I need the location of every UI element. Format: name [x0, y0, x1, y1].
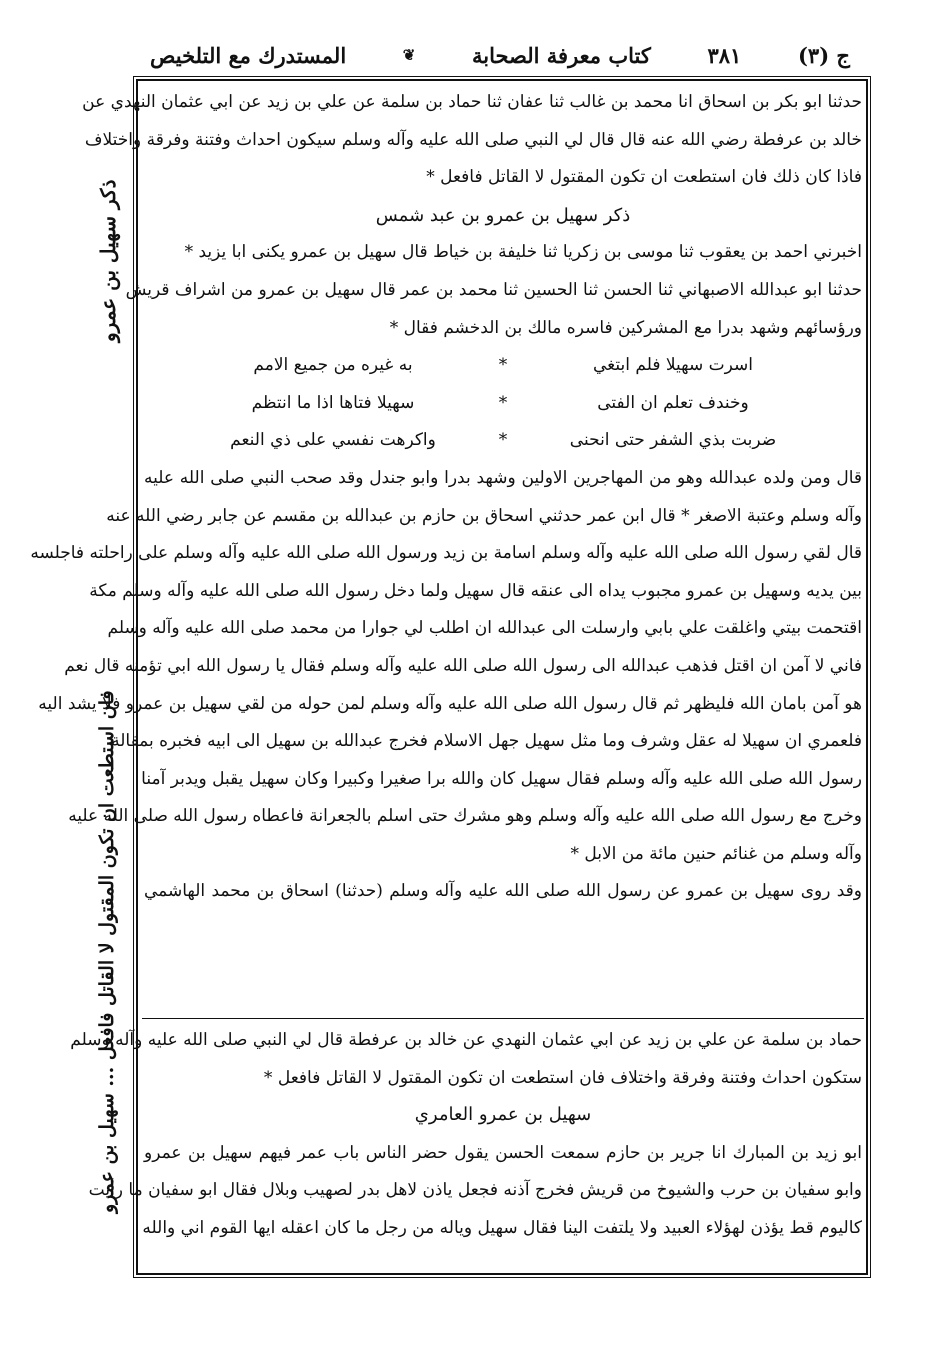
verse-separator: * — [498, 355, 508, 376]
ornament-icon: ❦ — [402, 46, 416, 64]
section-heading: ذكر سهيل بن عمرو بن عبد شمس — [375, 204, 631, 226]
footnote-divider — [142, 1018, 864, 1019]
margin-note-upper: ذكر سهيل بن عمرو — [96, 180, 120, 343]
verse-second-half: واكرهت نفسي على ذي النعم — [230, 430, 436, 451]
text-line: اخبرني احمد بن يعقوب ثنا موسى بن زكريا ثنا خليفة بن خياط قال سهيل بن عمرو يكنى ابا يزيد * — [184, 242, 862, 263]
verse-separator: * — [498, 430, 508, 451]
foot-line: ستكون احداث وفتنة وفرقة واختلاف فان استطعت ان تكون المقتول لا القاتل فافعل * — [263, 1067, 862, 1088]
header-book-title: المستدرك مع التلخيص — [150, 42, 347, 68]
poem-verse — [144, 422, 862, 460]
foot-heading: سهيل بن عمرو العامري — [414, 1104, 592, 1126]
foot-line: كاليوم قط يؤذن لهؤلاء العبيد ولا يلتفت الينا فقال سهيل وياله من رجل ما كان اعقله ايها القوم اني والله — [142, 1217, 862, 1238]
text-line: فلعمري ان سهيلا له عقل وشرف وما مثل سهيل جهل الاسلام فخرج عبدالله بن سهيل الى ابيه فخبره بمقالة — [111, 731, 862, 752]
text-line: حدثنا ابو عبدالله الاصبهاني ثنا الحسن ثنا الحسين ثنا محمد بن عمر قال سهيل بن عمرو من اشراف قريش — [125, 279, 862, 300]
verse-first-half: وخندف تعلم ان الفتى — [597, 392, 749, 413]
text-line: وقد روى سهيل بن عمرو عن رسول الله صلى الله عليه وآله وسلم (حدثنا) اسحاق بن محمد الهاشمي — [144, 881, 862, 902]
text-line: وآله وسلم من غنائم حنين مائة من الابل * — [570, 843, 862, 864]
poem-verse — [144, 385, 862, 423]
foot-line: ابو زيد بن المبارك انا جرير بن حازم سمعت الحسن يقول حضر الناس باب عمر فيهم سهيل بن عمرو — [144, 1142, 862, 1163]
page-header — [150, 38, 850, 72]
header-volume: ج (٣) — [797, 42, 850, 68]
text-line: قال لقي رسول الله صلى الله عليه وآله وسلم اسامة بن زيد ورسول الله صلى الله عليه وآله وسلم على راحلته فاجلسه — [30, 543, 862, 564]
main-text — [30, 84, 862, 911]
text-line: حدثنا ابو بكر بن اسحاق انا محمد بن غالب ثنا عفان ثنا حماد بن سلمة عن علي بن زيد عن ابي عثمان النهدي عن — [82, 92, 862, 112]
text-line: هو آمن بامان الله فليظهر ثم قال رسول الله صلى الله عليه وآله وسلم لمن حوله من لقي سهيل بن عمرو فلا يشد اليه — [38, 693, 862, 714]
text-line: وخرج مع رسول الله صلى الله عليه وآله وسلم وهو مشرك حتى اسلم بالجعرانة فاعطاه رسول الله صلى الله عليه — [68, 806, 862, 827]
header-chapter-title: كتاب معرفة الصحابة — [471, 42, 651, 68]
text-line: اقتحمت بيتي واغلقت علي بابي وارسلت الى عبدالله ان اطلب لي جوارا من محمد صلى الله عليه وآله وسلم — [107, 618, 862, 639]
text-line: خالد بن عرفطة رضي الله عنه قال قال لي النبي صلى الله عليه وآله وسلم سيكون احداث وفتنة وفرقة واختلاف — [84, 129, 862, 150]
foot-line: حماد بن سلمة عن علي بن زيد عن ابي عثمان النهدي عن خالد بن عرفطة قال لي النبي صلى الله عليه وآله وسلم — [70, 1030, 862, 1050]
text-line: رسول الله صلى الله عليه وآله وسلم فقال سهيل كان والله برا صغيرا وكبيرا وكان سهيل يقبل ويدبر آمنا — [141, 768, 862, 789]
text-line: ورؤسائهم وشهد بدرا مع المشركين فاسره مالك بن الدخشم فقال * — [389, 317, 862, 338]
verse-first-half: اسرت سهيلا فلم ابتغي — [593, 355, 753, 376]
text-line: قال ومن ولده عبدالله وهو من المهاجرين الاولين وشهد بدرا وابو جندل وقد صحب النبي صلى الله عليه — [144, 467, 862, 488]
foot-line: وابو سفيان بن حرب والشيوخ من قريش فخرج آذنه فجعل ياذن لاهل بدر لصهيب وبلال فقال ابو سفيان ما رأيت — [88, 1180, 862, 1201]
verse-separator: * — [498, 392, 508, 413]
verse-second-half: به غيره من جميع الامم — [253, 355, 413, 376]
text-line: بين يديه وسهيل بن عمرو مجبوب يداه الى عنقه قال سهيل ولما دخل رسول الله صلى الله عليه وآله وسلم مكة — [89, 580, 862, 601]
footnote-text — [70, 1022, 862, 1248]
text-line: وآله وسلم وعتبة الاصغر * قال ابن عمر حدثني اسحاق بن حازم بن عبدالله بن مقسم عن جابر رضي الله عنه — [106, 505, 862, 526]
header-page-number: ٣٨١ — [707, 42, 742, 68]
verse-second-half: سهيلا فتاها اذا ما انتظم — [251, 392, 415, 413]
text-line: فاني لا آمن ان اقتل فذهب عبدالله الى رسول الله صلى الله عليه وآله وسلم فقال يا رسول الله ابي تؤمنه قال نعم — [64, 655, 862, 676]
text-line: فاذا كان ذلك فان استطعت ان تكون المقتول لا القاتل فافعل * — [426, 167, 862, 188]
margin-note-lower: فان استطعت ان تكون المقتول لا القاتل فافعل ... سهيل بن عمرو — [96, 690, 118, 1213]
verse-first-half: ضربت بذي الشفر حتى انحنى — [569, 430, 777, 451]
poem-verse — [144, 347, 862, 385]
